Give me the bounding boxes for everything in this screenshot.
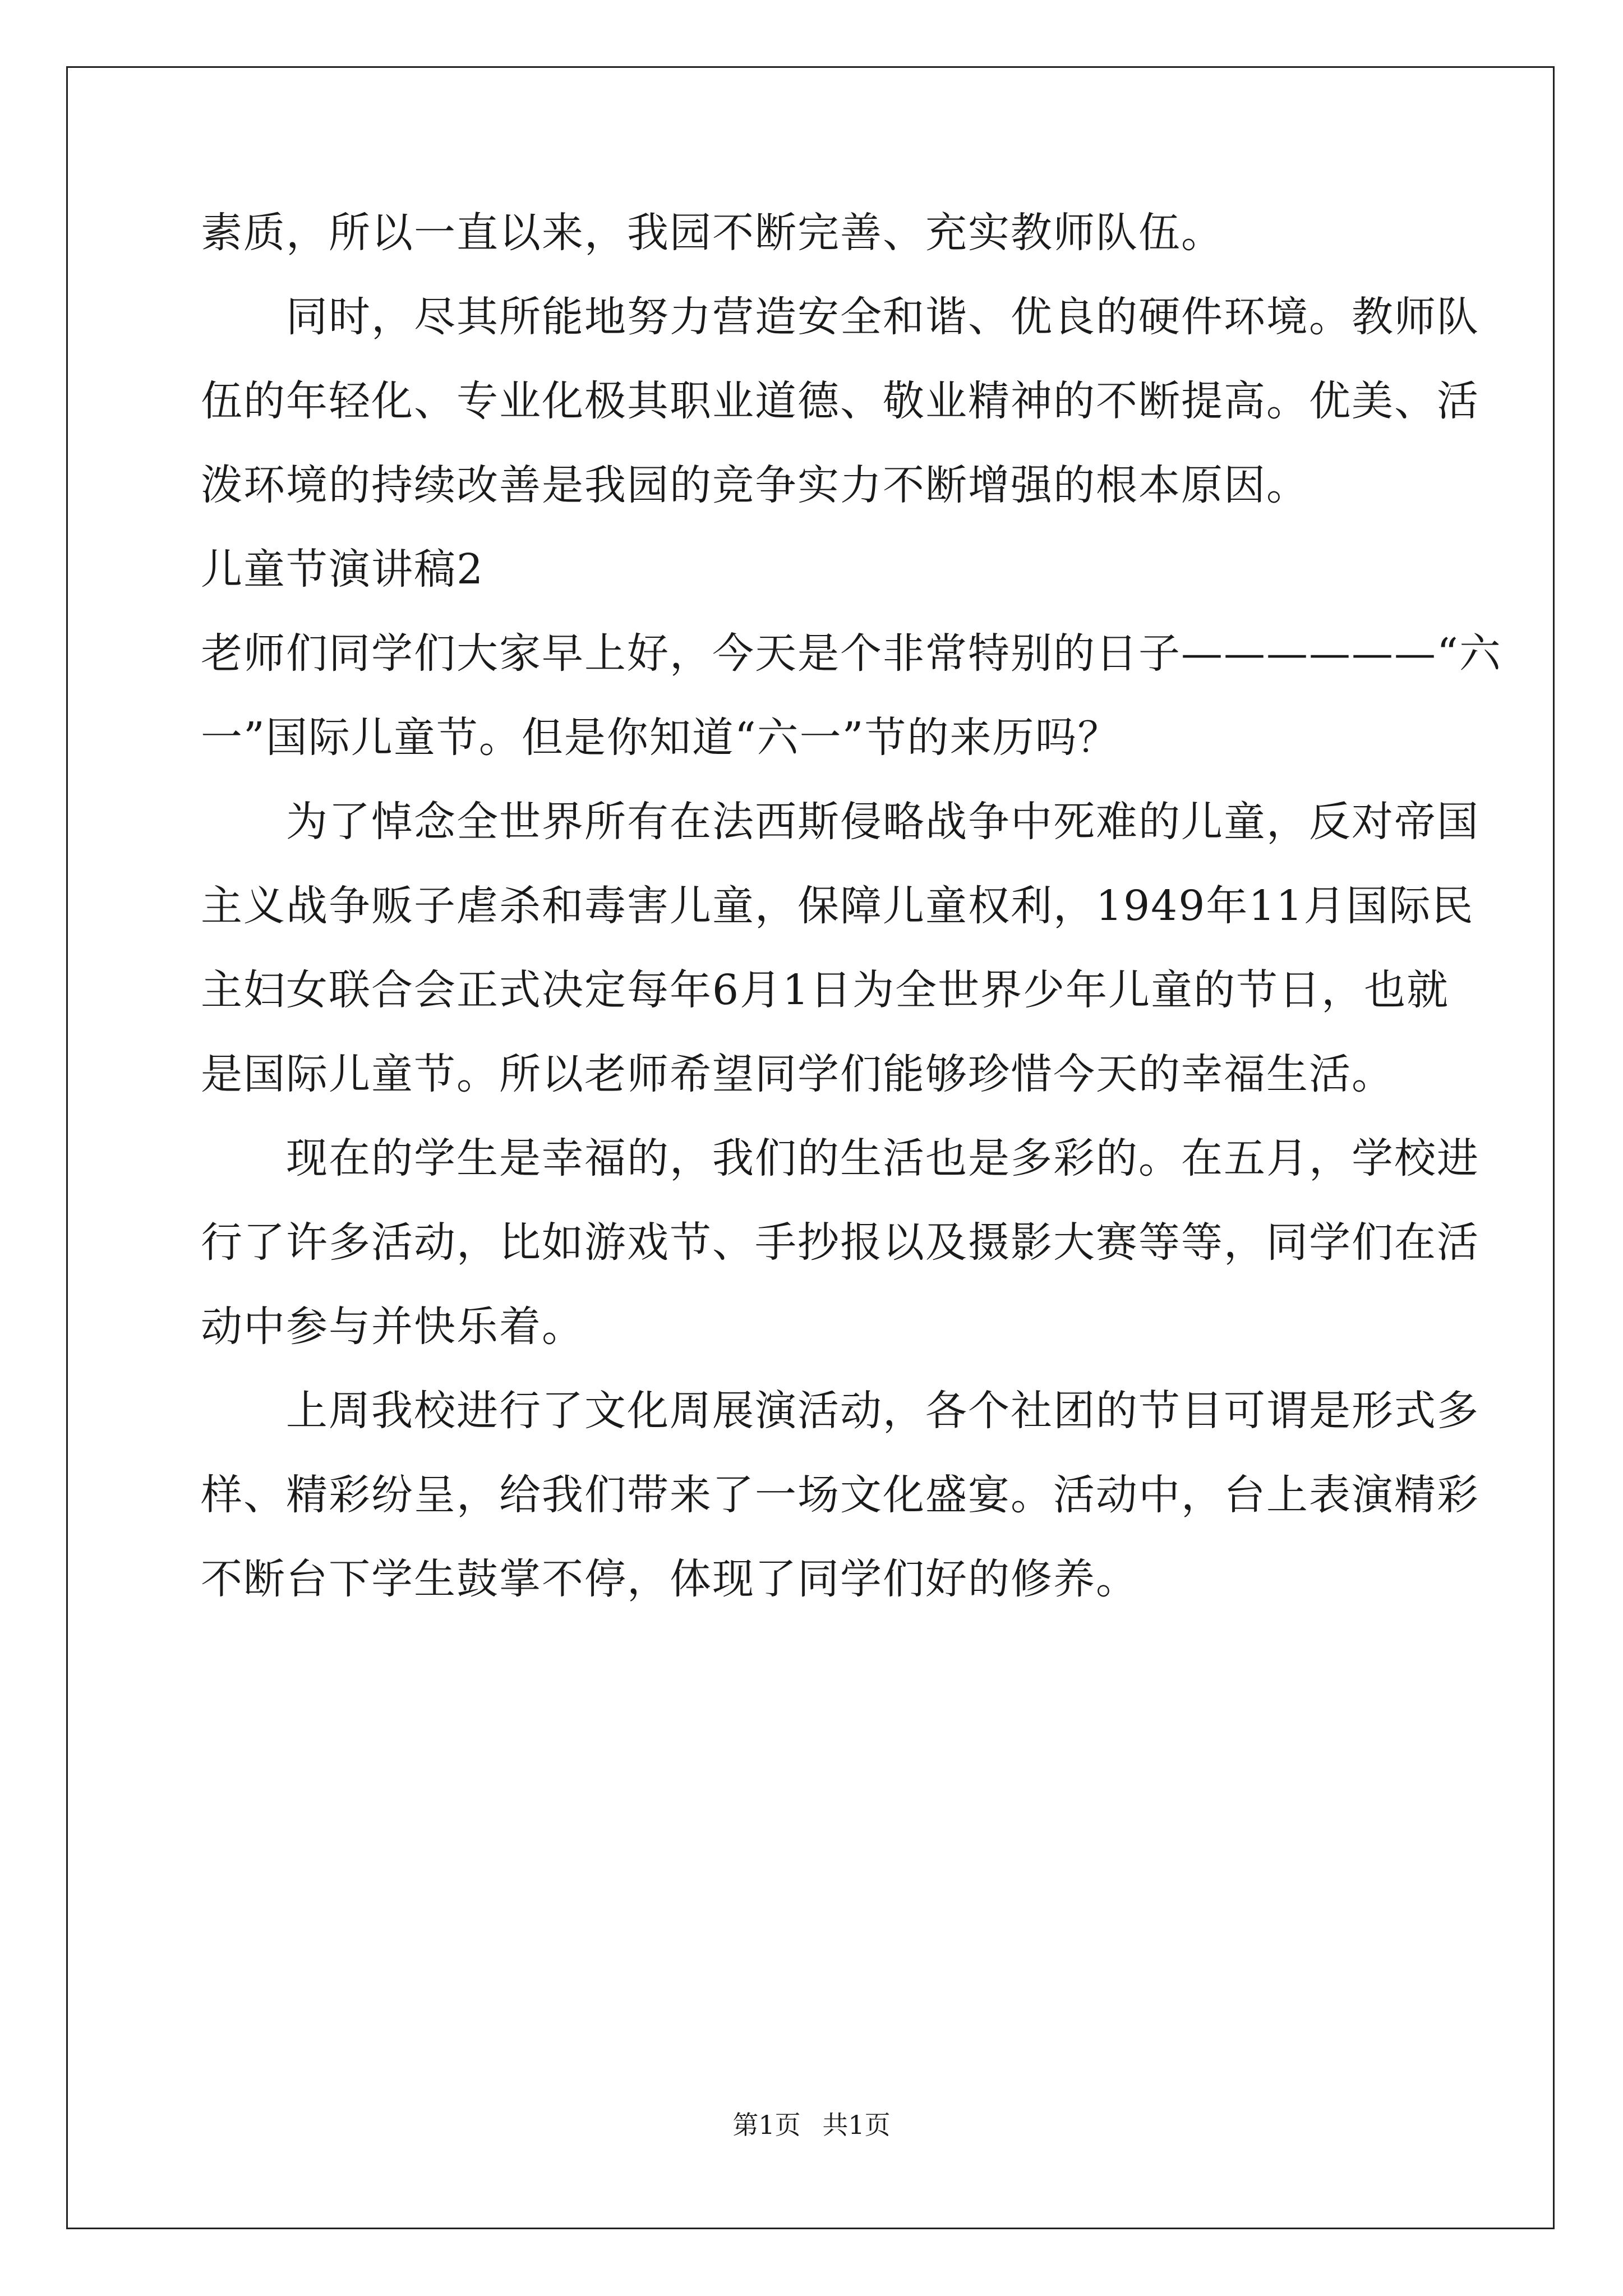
text-line: 行了许多活动，比如游戏节、手抄报以及摄影大赛等等，同学们在活 [201,1218,1479,1267]
text-line: 主义战争贩子虐杀和毒害儿童，保障儿童权利，1949年11月国际民 [201,882,1474,930]
page-number: 第1页 [732,2110,801,2140]
text-line: 老师们同学们大家早上好，今天是个非常特别的日子——————“六 [201,629,1502,678]
page-total: 共1页 [822,2110,891,2140]
section-heading: 儿童节演讲稿2 [201,545,485,593]
text-line: 泼环境的持续改善是我园的竞争实力不断增强的根本原因。 [201,461,1309,509]
text-line: 现在的学生是幸福的，我们的生活也是多彩的。在五月，学校进 [201,1134,1479,1182]
text-line: 同时，尽其所能地努力营造安全和谐、优良的硬件环境。教师队 [201,293,1479,341]
page-footer [0,2108,1623,2142]
text-line: 为了悼念全世界所有在法西斯侵略战争中死难的儿童，反对帝国 [201,798,1479,846]
document-body [201,191,1502,1621]
text-line: 不断台下学生鼓掌不停，体现了同学们好的修养。 [201,1555,1138,1603]
text-line: 伍的年轻化、专业化极其职业道德、敬业精神的不断提高。优美、活 [201,377,1479,425]
text-line: 一”国际儿童节。但是你知道“六一”节的来历吗？ [201,714,1121,762]
text-line: 是国际儿童节。所以老师希望同学们能够珍惜今天的幸福生活。 [201,1050,1394,1098]
text-line: 主妇女联合会正式决定每年6月1日为全世界少年儿童的节日，也就 [201,966,1450,1014]
text-line: 动中参与并快乐着。 [201,1303,584,1351]
text-line: 样、精彩纷呈，给我们带来了一场文化盛宴。活动中，台上表演精彩 [201,1471,1479,1519]
text-line: 素质，所以一直以来，我园不断完善、充实教师队伍。 [201,209,1224,257]
text-line: 上周我校进行了文化周展演活动，各个社团的节目可谓是形式多 [201,1387,1479,1435]
